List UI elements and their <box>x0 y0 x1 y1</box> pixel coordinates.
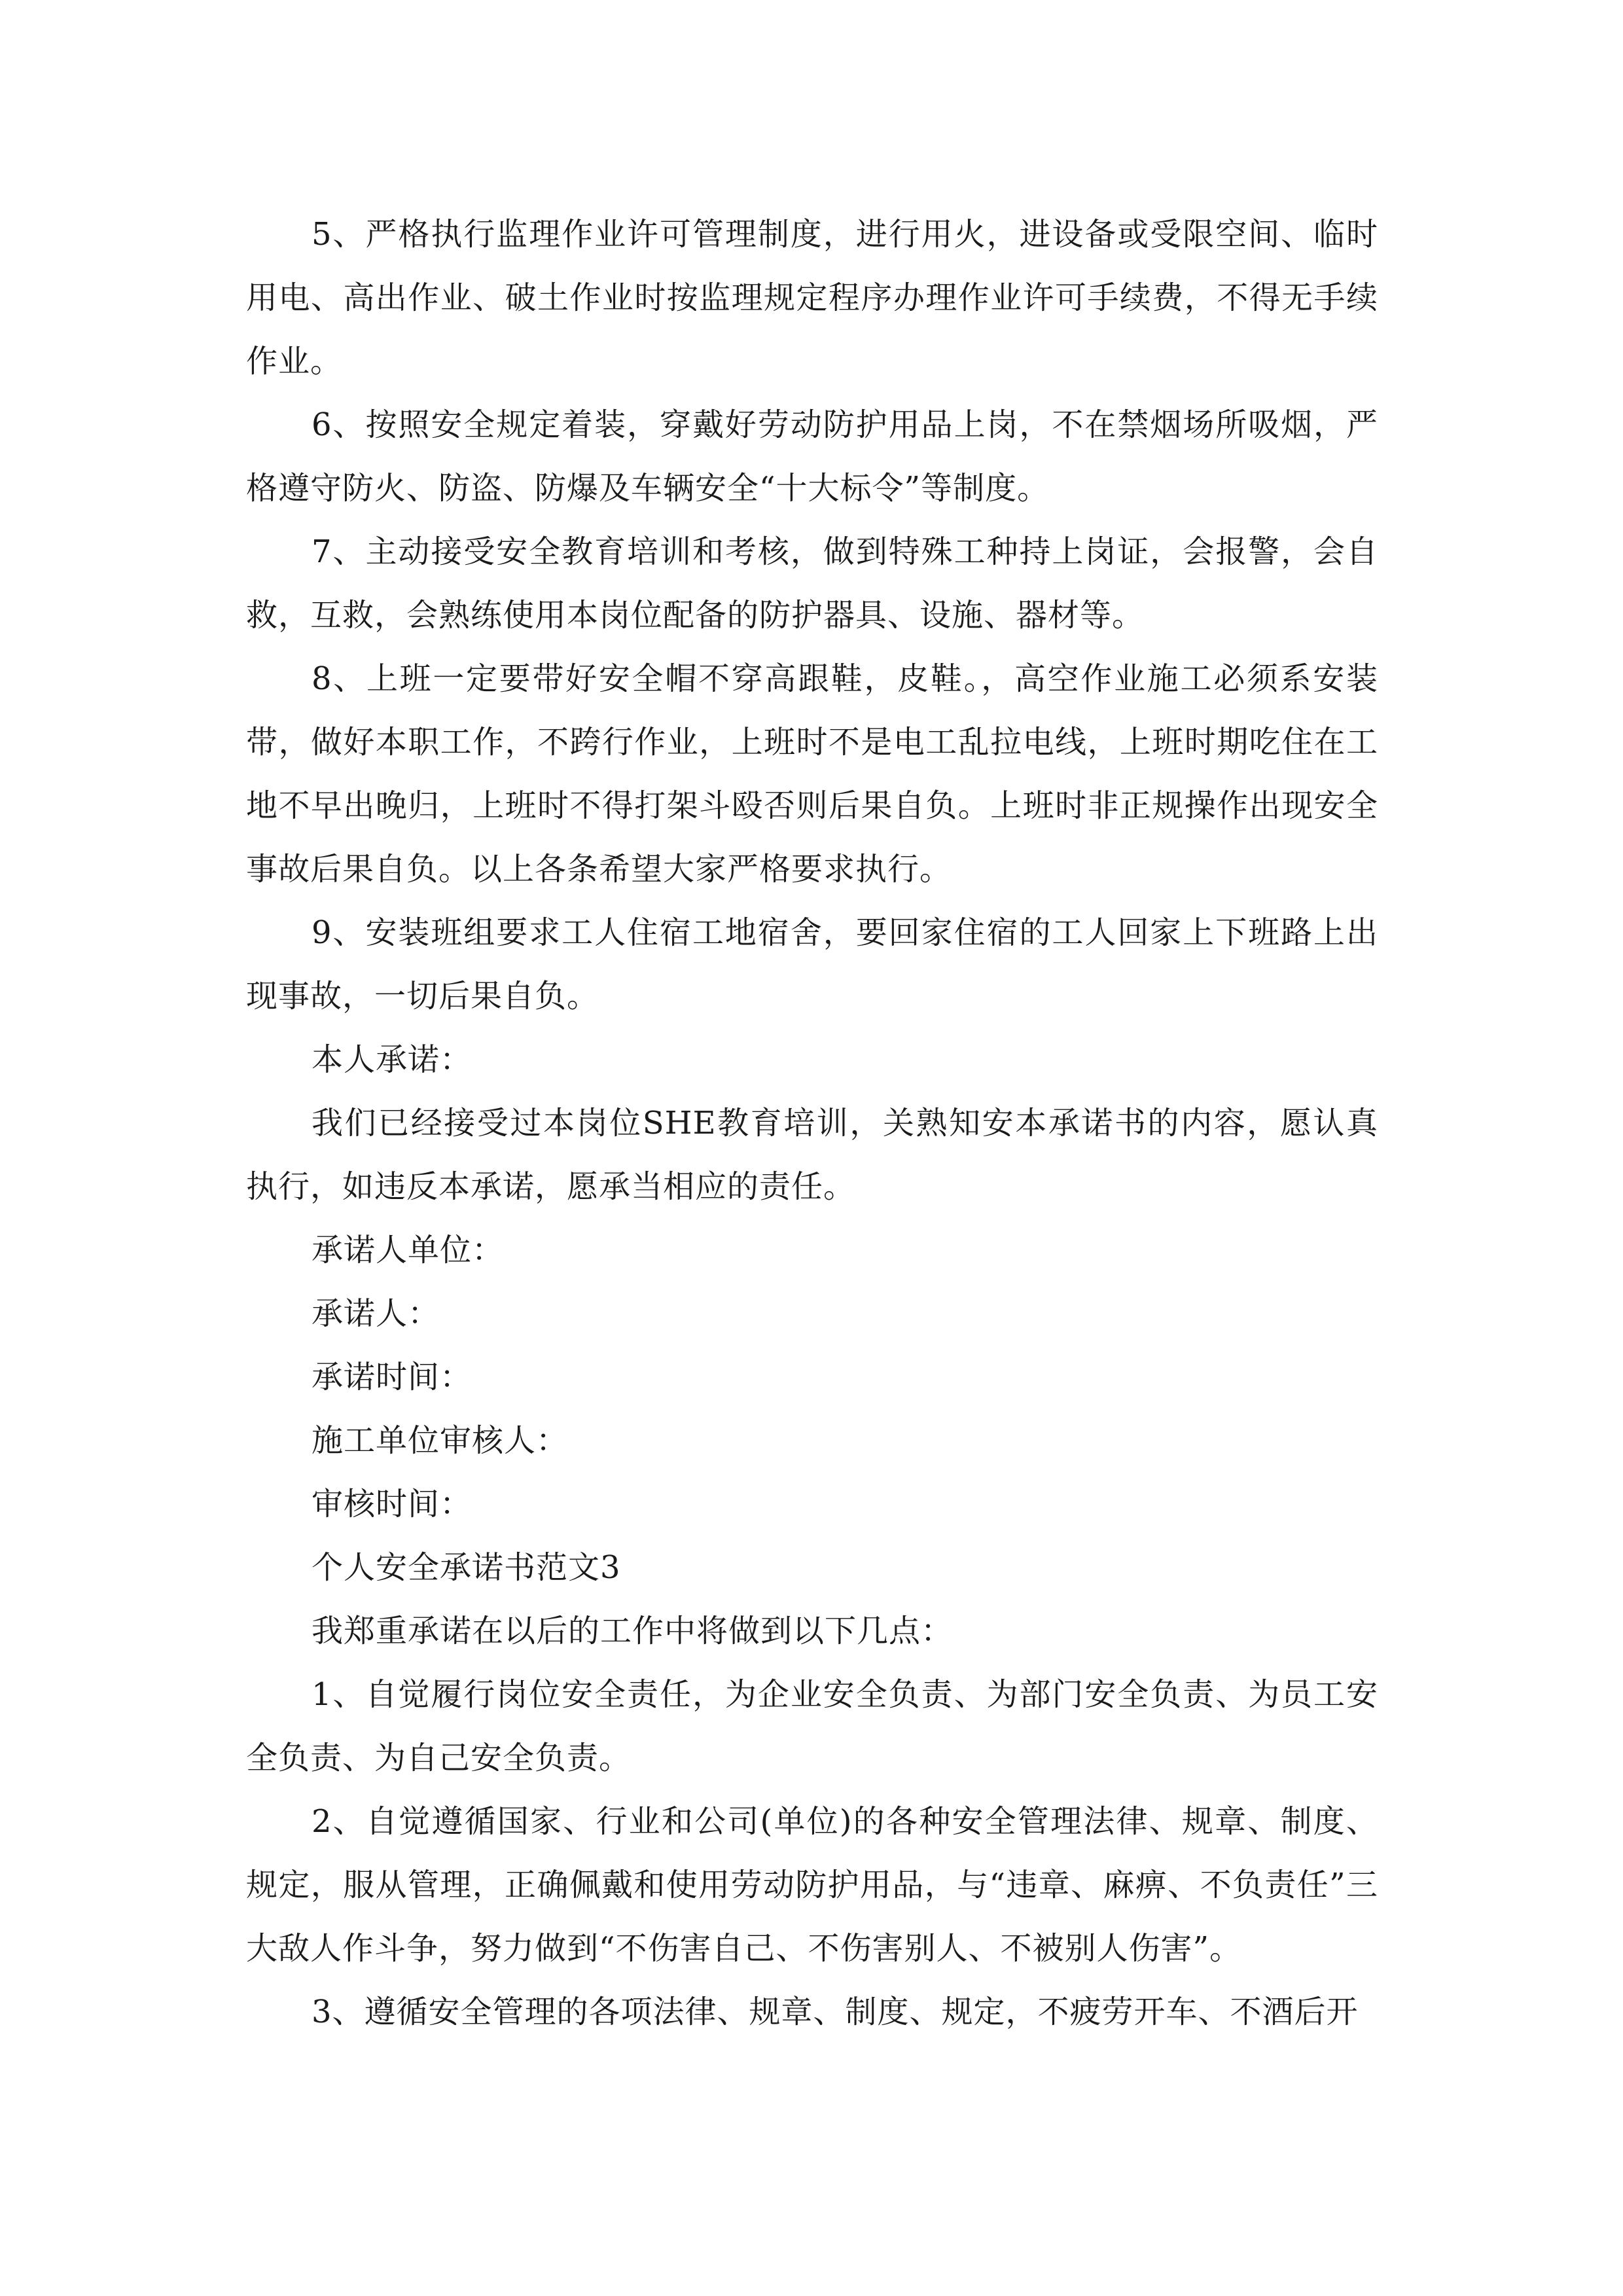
paragraph-item-2: 2、自觉遵循国家、行业和公司(单位)的各种安全管理法律、规章、制度、规定，服从管理，正确佩戴和使用劳动防护用品，与“违章、麻痹、不负责任”三大敌人作斗争，努力做到“不伤害自己、不伤害别人、不被别人伤害”。 <box>246 1803 1378 1967</box>
document-page <box>246 203 1378 2044</box>
paragraph-item-6: 6、按照安全规定着装，穿戴好劳动防护用品上岗，不在禁烟场所吸烟，严格遵守防火、防盗、防爆及车辆安全“十大标令”等制度。 <box>246 406 1378 507</box>
paragraph-item-3: 3、遵循安全管理的各项法律、规章、制度、规定，不疲劳开车、不酒后开 <box>312 1994 1359 2030</box>
commitment-time-label: 承诺时间： <box>312 1359 473 1395</box>
paragraph-item-7: 7、主动接受安全教育培训和考核，做到特殊工种持上岗证，会报警，会自救，互救，会熟练使用本岗位配备的防护器具、设施、器材等。 <box>246 533 1378 634</box>
committer-label: 承诺人： <box>312 1295 440 1332</box>
reviewer-label: 施工单位审核人： <box>312 1422 569 1459</box>
section-title: 个人安全承诺书范文3 <box>312 1549 621 1586</box>
paragraph-item-5: 5、严格执行监理作业许可管理制度，进行用火，进设备或受限空间、临时用电、高出作业、破土作业时按监理规定程序办理作业许可手续费，不得无手续作业。 <box>246 216 1378 380</box>
section-intro: 我郑重承诺在以后的工作中将做到以下几点： <box>312 1613 954 1649</box>
commitment-heading: 本人承诺： <box>312 1041 473 1078</box>
review-time-label: 审核时间： <box>312 1486 473 1522</box>
commitment-statement: 我们已经接受过本岗位SHE教育培训，关熟知安本承诺书的内容，愿认真执行，如违反本承诺，愿承当相应的责任。 <box>246 1105 1378 1205</box>
paragraph-item-1: 1、自觉履行岗位安全责任，为企业安全负责、为部门安全负责、为员工安全负责、为自己安全负责。 <box>246 1676 1378 1776</box>
paragraph-item-8: 8、上班一定要带好安全帽不穿高跟鞋，皮鞋。，高空作业施工必须系安装带，做好本职工作，不跨行作业，上班时不是电工乱拉电线，上班时期吃住在工地不早出晚归，上班时不得打架斗殴否则后果自负。上班时非正规操作出现安全事故后果自负。以上各条希望大家严格要求执行。 <box>246 660 1378 888</box>
committer-unit-label: 承诺人单位： <box>312 1232 505 1268</box>
paragraph-item-9: 9、安装班组要求工人住宿工地宿舍，要回家住宿的工人回家上下班路上出现事故，一切后果自负。 <box>246 914 1378 1014</box>
